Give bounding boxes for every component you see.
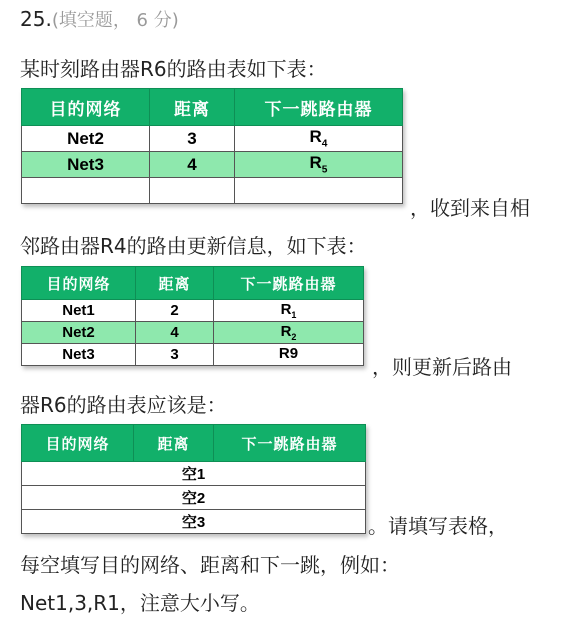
blank-row-1[interactable] xyxy=(22,462,366,486)
blank-1[interactable]: 空1 xyxy=(22,462,366,486)
question-line4: 每空填写目的网络、距离和下一跳，例如： xyxy=(20,553,400,577)
table-header-row xyxy=(22,89,403,126)
header-distance: 距离 xyxy=(136,267,214,300)
cell-next-hop: R9 xyxy=(214,344,364,366)
cell-dist: 3 xyxy=(150,126,235,152)
cell-dist xyxy=(150,178,235,204)
cell-net xyxy=(22,178,150,204)
cell-dist: 4 xyxy=(150,152,235,178)
cell-net: Net3 xyxy=(22,344,136,366)
routing-table-r6 xyxy=(21,88,403,204)
text-after-table2: ，则更新后路由 xyxy=(372,355,512,379)
cell-next-hop: $R_4$ xyxy=(235,126,403,152)
table-row xyxy=(22,126,403,152)
header-distance: 距离 xyxy=(134,425,214,462)
question-number: 25. xyxy=(20,7,52,31)
question-line3: 器R6的路由表应该是： xyxy=(20,393,227,417)
table-row xyxy=(22,152,403,178)
header-next-hop: 下一跳路由器 xyxy=(235,89,403,126)
answer-table-r6 xyxy=(21,424,366,534)
cell-next-hop: $R_1$ xyxy=(214,300,364,322)
blank-row-2[interactable] xyxy=(22,486,366,510)
table-row xyxy=(22,322,364,344)
cell-next-hop xyxy=(235,178,403,204)
cell-dist: 2 xyxy=(136,300,214,322)
cell-net: Net2 xyxy=(22,126,150,152)
cell-dist: 4 xyxy=(136,322,214,344)
cell-next-hop: $R_2$ xyxy=(214,322,364,344)
cell-net: Net2 xyxy=(22,322,136,344)
cell-dist: 3 xyxy=(136,344,214,366)
blank-row-3[interactable] xyxy=(22,510,366,534)
table-row xyxy=(22,300,364,322)
question-line5: Net1,3,R1，注意大小写。 xyxy=(20,591,260,615)
question-meta: (填空题， 6 分) xyxy=(51,10,179,31)
table-row xyxy=(22,178,403,204)
question-title xyxy=(20,6,179,34)
text-after-table1: ，收到来自相 xyxy=(410,196,530,220)
cell-net: Net3 xyxy=(22,152,150,178)
cell-next-hop: $R_5$ xyxy=(235,152,403,178)
blank-3[interactable]: 空3 xyxy=(22,510,366,534)
header-next-hop: 下一跳路由器 xyxy=(214,267,364,300)
table-row xyxy=(22,344,364,366)
header-dest-network: 目的网络 xyxy=(22,267,136,300)
header-dest-network: 目的网络 xyxy=(22,89,150,126)
text-after-table3: 。请填写表格， xyxy=(368,514,508,538)
header-next-hop: 下一跳路由器 xyxy=(214,425,366,462)
update-table-r4 xyxy=(21,266,364,366)
blank-2[interactable]: 空2 xyxy=(22,486,366,510)
question-intro: 某时刻路由器R6的路由表如下表： xyxy=(20,57,327,81)
table-header-row xyxy=(22,425,366,462)
header-distance: 距离 xyxy=(150,89,235,126)
header-dest-network: 目的网络 xyxy=(22,425,134,462)
table-header-row xyxy=(22,267,364,300)
cell-net: Net1 xyxy=(22,300,136,322)
question-line2: 邻路由器R4的路由更新信息，如下表： xyxy=(20,234,367,258)
